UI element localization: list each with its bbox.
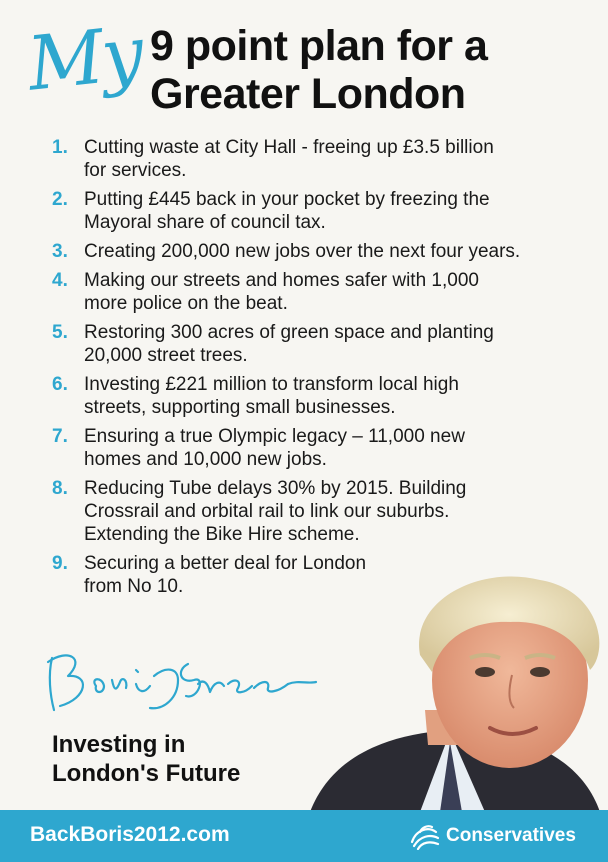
plan-line: Creating 200,000 new jobs over the next four years. [84,241,521,262]
tagline-line-2: London's Future [52,760,241,787]
plan-line: Extending the Bike Hire scheme. [84,524,360,545]
plan-line: for services. [84,160,187,181]
plan-line: Restoring 300 acres of green space and planting [84,322,494,343]
plan-text [84,269,479,315]
plan-item-1 [52,136,572,182]
plan-line: streets, supporting small businesses. [84,397,396,418]
plan-number: 2. [52,189,68,210]
party-logo [408,822,576,850]
tagline-line-1: Investing in [52,731,186,758]
plan-line: Mayoral share of council tax. [84,212,326,233]
plan-line: Putting £445 back in your pocket by freezing the [84,189,490,210]
plan-line: homes and 10,000 new jobs. [84,449,327,470]
plan-list [52,136,572,604]
plan-number: 4. [52,270,68,291]
plan-text [84,425,465,471]
plan-item-6 [52,373,572,419]
plan-number: 9. [52,553,68,574]
plan-line: Crossrail and orbital rail to link our suburbs. [84,501,450,522]
plan-text [84,188,490,234]
handwritten-signature [38,640,328,722]
tagline [52,730,312,788]
plan-line: Cutting waste at City Hall - freeing up £3.5 billion [84,137,494,158]
footer-bar [0,810,608,862]
plan-item-8 [52,477,572,546]
plan-line: Ensuring a true Olympic legacy – 11,000 new [84,426,465,447]
headline-line-1: 9 point plan for a [150,22,488,70]
plan-line: Investing £221 million to transform local high [84,374,459,395]
plan-line: Reducing Tube delays 30% by 2015. Building [84,478,467,499]
party-name: Conservatives [446,825,576,846]
script-my-heading: My [23,10,146,108]
website-link[interactable]: BackBoris2012.com [30,823,230,846]
plan-number: 6. [52,374,68,395]
plan-text [84,240,520,263]
plan-item-4 [52,269,572,315]
plan-line: more police on the beat. [84,293,288,314]
plan-number: 3. [52,241,68,262]
plan-line: from No 10. [84,576,184,597]
plan-number: 1. [52,137,68,158]
plan-line: Securing a better deal for London [84,553,367,574]
plan-number: 5. [52,322,68,343]
plan-text [84,136,494,182]
plan-item-5 [52,321,572,367]
plan-line: 20,000 street trees. [84,345,248,366]
conservative-tree-icon [408,822,442,850]
plan-text [84,477,466,546]
headline-line-2: Greater London [150,70,466,118]
page-title [150,22,590,118]
plan-text [84,321,494,367]
plan-number: 7. [52,426,68,447]
plan-text [84,373,459,419]
plan-item-2 [52,188,572,234]
plan-line: Making our streets and homes safer with 1,000 [84,270,479,291]
plan-item-7 [52,425,572,471]
plan-number: 8. [52,478,68,499]
candidate-portrait [300,560,608,812]
plan-item-3 [52,240,572,263]
